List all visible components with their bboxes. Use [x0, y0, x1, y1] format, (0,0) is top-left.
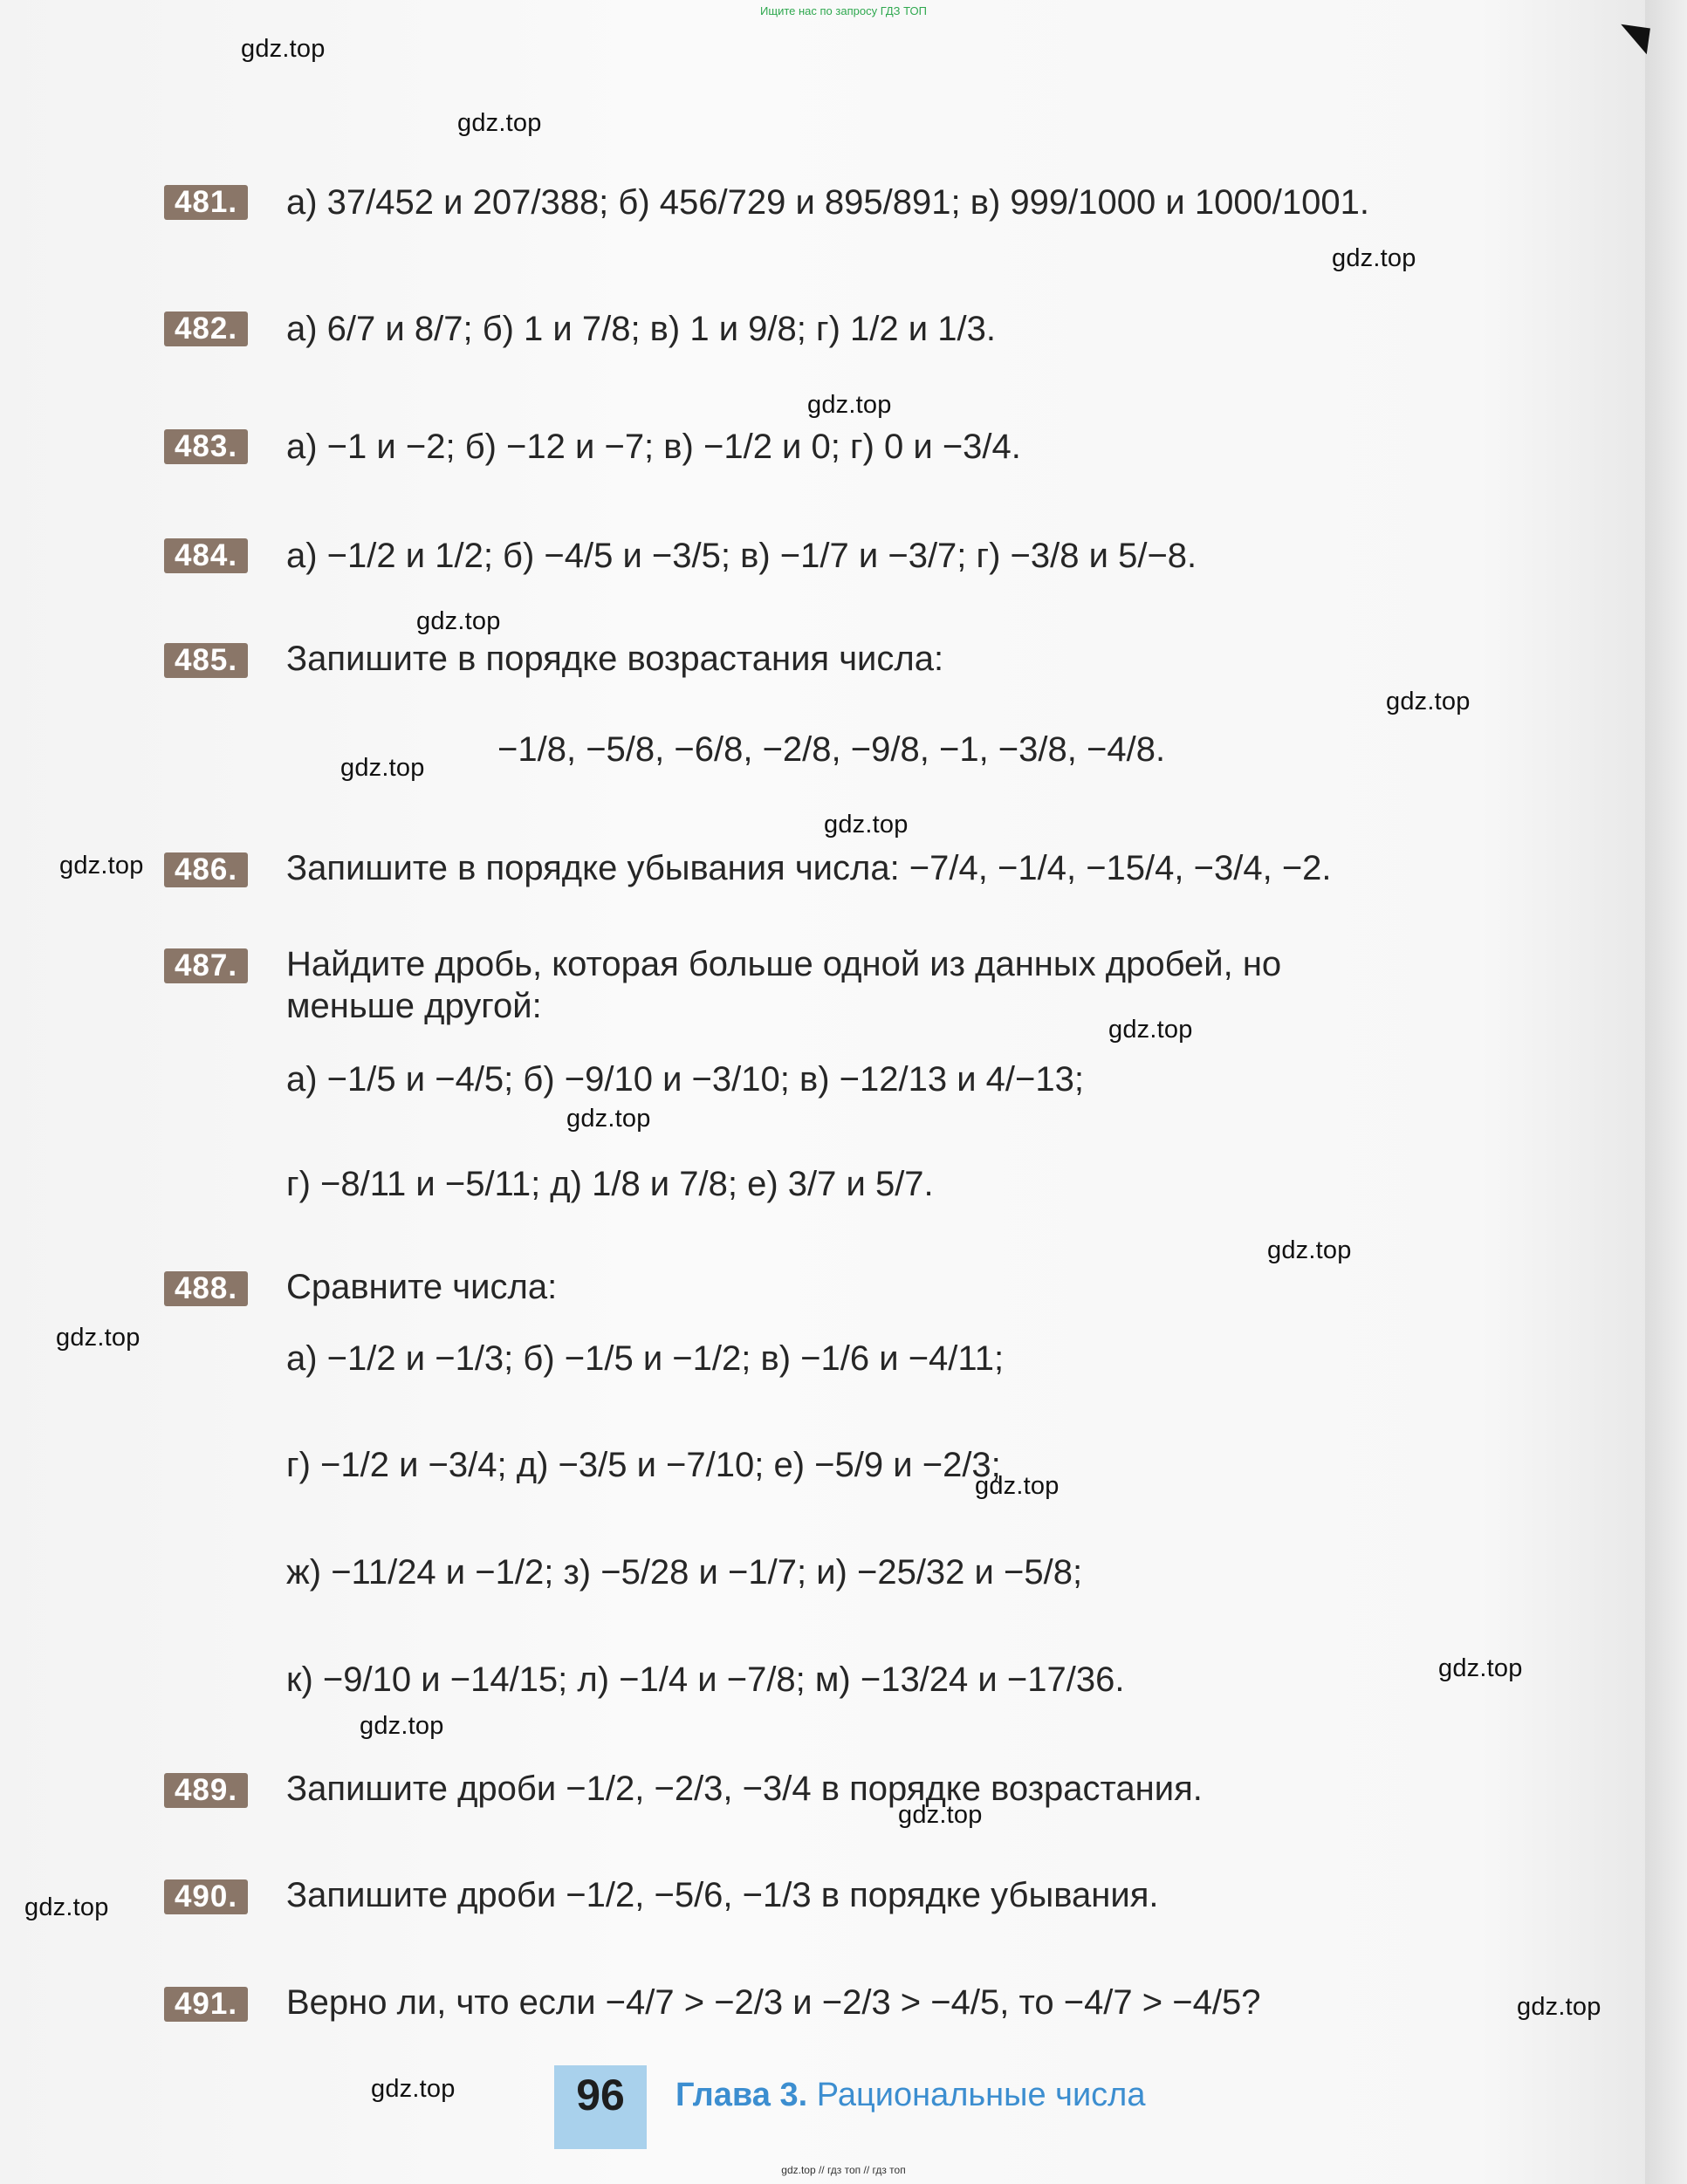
- exercise-487: [0, 929, 1641, 1243]
- bottom-banner: gdz.top // гдз топ // гдз топ: [781, 2164, 906, 2176]
- watermark: gdz.top: [360, 1712, 444, 1740]
- exercise-text: Сравните числа:: [286, 1268, 558, 1306]
- exercise-text: меньше другой:: [286, 987, 542, 1025]
- exercise-line: а) −1/2 и 1/2; б) −4/5 и −3/5; в) −1/7 и −3/7; г) −3/8 и 5/−8.: [286, 537, 1197, 575]
- exercise-number: 487.: [164, 948, 248, 983]
- watermark: gdz.top: [340, 754, 425, 782]
- watermark: gdz.top: [457, 109, 542, 137]
- exercise-number: 489.: [164, 1773, 248, 1808]
- page-number: 96: [576, 2071, 625, 2119]
- exercise-line: ж) −11/24 и −1/2; з) −5/28 и −1/7; и) −25/32 и −5/8;: [286, 1553, 1083, 1592]
- exercise-482: [0, 292, 1641, 371]
- chapter-label: Глава 3.: [675, 2077, 808, 2113]
- watermark: gdz.top: [241, 35, 326, 63]
- watermark: gdz.top: [59, 852, 144, 880]
- watermark: gdz.top: [898, 1801, 983, 1829]
- exercise-line: а) 37/452 и 207/388; б) 456/729 и 895/891; в) 999/1000 и 1000/1001.: [286, 183, 1370, 222]
- exercise-484: [0, 519, 1641, 598]
- watermark: gdz.top: [1386, 688, 1471, 715]
- watermark: gdz.top: [1267, 1236, 1352, 1264]
- watermark: gdz.top: [566, 1105, 651, 1133]
- watermark: gdz.top: [1517, 1993, 1601, 2021]
- watermark: gdz.top: [1108, 1016, 1193, 1044]
- exercise-line: к) −9/10 и −14/15; л) −1/4 и −7/8; м) −13/24 и −17/36.: [286, 1660, 1125, 1699]
- watermark: gdz.top: [416, 607, 501, 635]
- exercise-number: 485.: [164, 643, 248, 678]
- exercise-text: Запишите в порядке возрастания числа:: [286, 640, 944, 678]
- exercise-text: Запишите дроби −1/2, −2/3, −3/4 в порядке возрастания.: [286, 1770, 1203, 1808]
- exercise-line: г) −8/11 и −5/11; д) 1/8 и 7/8; е) 3/7 и 5/7.: [286, 1165, 934, 1203]
- watermark: gdz.top: [56, 1324, 141, 1352]
- top-banner: Ищите нас по запросу ГДЗ ТОП: [760, 4, 927, 17]
- page-edge: [1645, 0, 1687, 2184]
- exercise-line: а) −1 и −2; б) −12 и −7; в) −1/2 и 0; г) 0 и −3/4.: [286, 428, 1021, 466]
- chapter-title: [675, 2077, 1146, 2114]
- exercise-number: 483.: [164, 429, 248, 464]
- exercise-text: Запишите в порядке убывания числа: −7/4, −1/4, −15/4, −3/4, −2.: [286, 849, 1332, 887]
- exercise-line: а) 6/7 и 8/7; б) 1 и 7/8; в) 1 и 9/8; г) 1/2 и 1/3.: [286, 310, 996, 348]
- exercise-number: 490.: [164, 1879, 248, 1914]
- exercise-line: −1/8, −5/8, −6/8, −2/8, −9/8, −1, −3/8, −4/8.: [497, 730, 1166, 769]
- exercise-485: [0, 624, 1641, 790]
- exercise-number: 486.: [164, 852, 248, 887]
- watermark: gdz.top: [371, 2075, 456, 2103]
- exercise-line: г) −1/2 и −3/4; д) −3/5 и −7/10; е) −5/9 и −2/3;: [286, 1446, 1001, 1484]
- exercise-488: [0, 1252, 1641, 1741]
- exercise-489: [0, 1754, 1641, 1832]
- page-corner-mark: [1617, 24, 1650, 54]
- exercise-number: 482.: [164, 312, 248, 346]
- watermark: gdz.top: [807, 391, 892, 419]
- exercise-text: Верно ли, что если −4/7 > −2/3 и −2/3 > −4/5, то −4/7 > −4/5?: [286, 1983, 1261, 2022]
- exercise-number: 491.: [164, 1987, 248, 2022]
- watermark: gdz.top: [1438, 1654, 1523, 1682]
- exercise-line: а) −1/2 и −1/3; б) −1/5 и −1/2; в) −1/6 и −4/11;: [286, 1339, 1005, 1378]
- exercise-481: [0, 166, 1641, 244]
- watermark: gdz.top: [824, 811, 909, 839]
- exercise-number: 481.: [164, 185, 248, 220]
- exercise-number: 488.: [164, 1271, 248, 1306]
- watermark: gdz.top: [975, 1472, 1060, 1500]
- exercise-490: [0, 1860, 1641, 1939]
- exercise-486: [0, 833, 1641, 912]
- exercise-483: [0, 410, 1641, 489]
- exercise-line: а) −1/5 и −4/5; б) −9/10 и −3/10; в) −12/13 и 4/−13;: [286, 1060, 1085, 1099]
- exercise-491: [0, 1968, 1641, 2046]
- watermark: gdz.top: [24, 1893, 109, 1921]
- chapter-name: Рациональные числа: [816, 2077, 1146, 2113]
- exercise-text: Найдите дробь, которая больше одной из данных дробей, но: [286, 945, 1282, 983]
- watermark: gdz.top: [1332, 244, 1416, 272]
- exercise-text: Запишите дроби −1/2, −5/6, −1/3 в порядке убывания.: [286, 1876, 1159, 1914]
- exercise-number: 484.: [164, 538, 248, 573]
